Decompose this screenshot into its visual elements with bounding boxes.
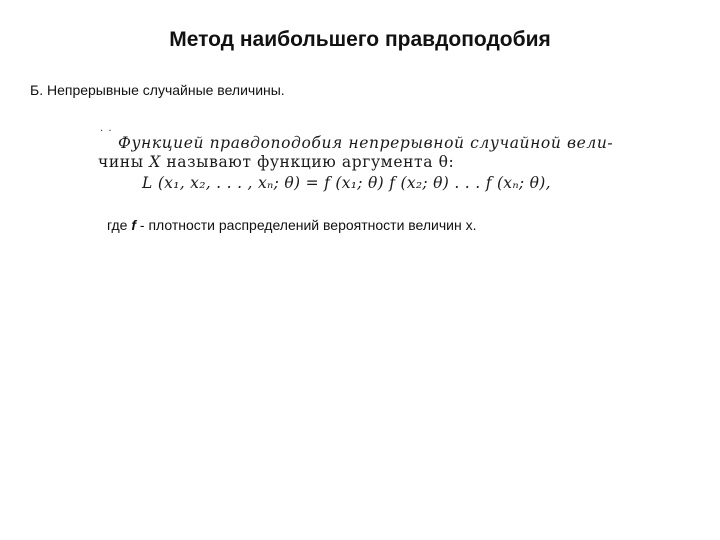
scan-marker: · ·: [100, 126, 113, 137]
note-prefix: где: [107, 217, 132, 233]
definition-line-1: Функцией правдоподобия непрерывной случайной вели-: [118, 134, 614, 152]
definition-line-2-prefix: чины: [98, 153, 150, 171]
definition-line-2-suffix: называют функцию аргумента θ:: [160, 153, 455, 171]
explanation-note: [107, 217, 477, 233]
note-variable: f: [131, 217, 136, 233]
likelihood-formula: L (x₁, x₂, . . . , xₙ; θ) = f (x₁; θ) f (x₂; θ) . . . f (xₙ; θ),: [142, 174, 551, 192]
scanned-textbook-excerpt: [96, 122, 614, 200]
note-suffix: - плотности распределений вероятности величин x.: [136, 217, 477, 233]
slide-title: Метод наибольшего правдоподобия: [169, 28, 551, 51]
definition-line-2: [98, 153, 454, 171]
random-variable-symbol: X: [149, 153, 161, 171]
section-subtitle: Б. Непрерывные случайные величины.: [30, 82, 285, 98]
